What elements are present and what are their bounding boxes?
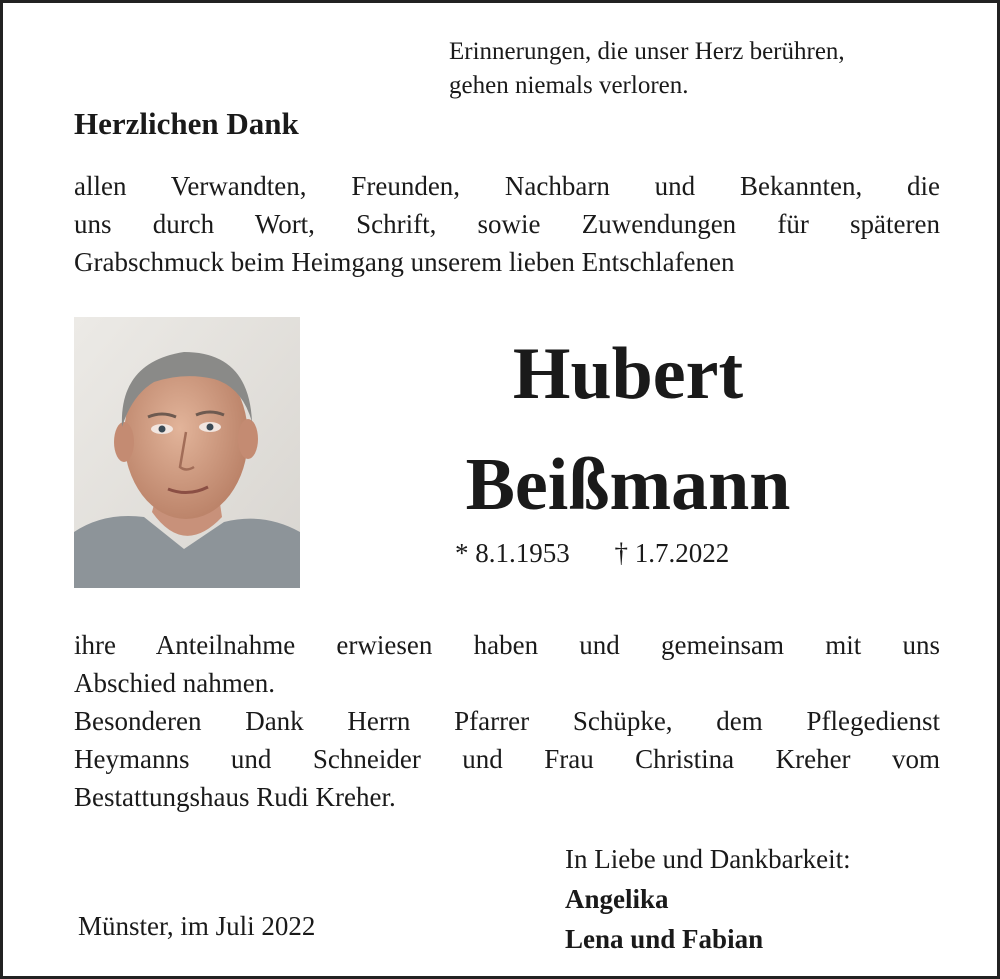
life-dates (455, 538, 767, 569)
intro-paragraph (74, 167, 940, 281)
signer-name-1: Angelika (565, 884, 669, 914)
signature-block (565, 839, 851, 959)
body-line-3: Besonderen Dank Herrn Pfarrer Schüpke, dem Pflegedienst (74, 706, 940, 736)
body-line-2: Abschied nahmen. (74, 668, 275, 698)
birth-date: * 8.1.1953 (455, 538, 570, 568)
memorial-quote (449, 35, 989, 103)
closing-phrase: In Liebe und Dankbarkeit: (565, 844, 851, 874)
intro-line-2: uns durch Wort, Schrift, sowie Zuwendungen für späteren (74, 209, 940, 239)
portrait-photo (74, 317, 300, 588)
intro-line-1: allen Verwandten, Freunden, Nachbarn und Bekannten, die (74, 171, 940, 201)
signer-name-2: Lena und Fabian (565, 924, 764, 954)
intro-line-3: Grabschmuck beim Heimgang unserem lieben Entschlafenen (74, 247, 735, 277)
quote-line-1: Erinnerungen, die unser Herz berühren, (449, 38, 845, 65)
place-and-date: Münster, im Juli 2022 (78, 911, 316, 941)
acknowledgement-paragraph (74, 626, 940, 816)
body-line-5: Bestattungshaus Rudi Kreher. (74, 782, 396, 812)
body-line-1: ihre Anteilnahme erwiesen haben und gemeinsam mit uns (74, 630, 940, 660)
body-line-4: Heymanns und Schneider und Frau Christina Kreher vom (74, 744, 940, 774)
deceased-first-name: Hubert (512, 333, 744, 415)
thanks-heading: Herzlichen Dank (74, 106, 299, 141)
deceased-last-name: Beißmann (465, 444, 791, 526)
quote-line-2: gehen niemals verloren. (449, 72, 689, 99)
death-date: † 1.7.2022 (614, 538, 730, 568)
